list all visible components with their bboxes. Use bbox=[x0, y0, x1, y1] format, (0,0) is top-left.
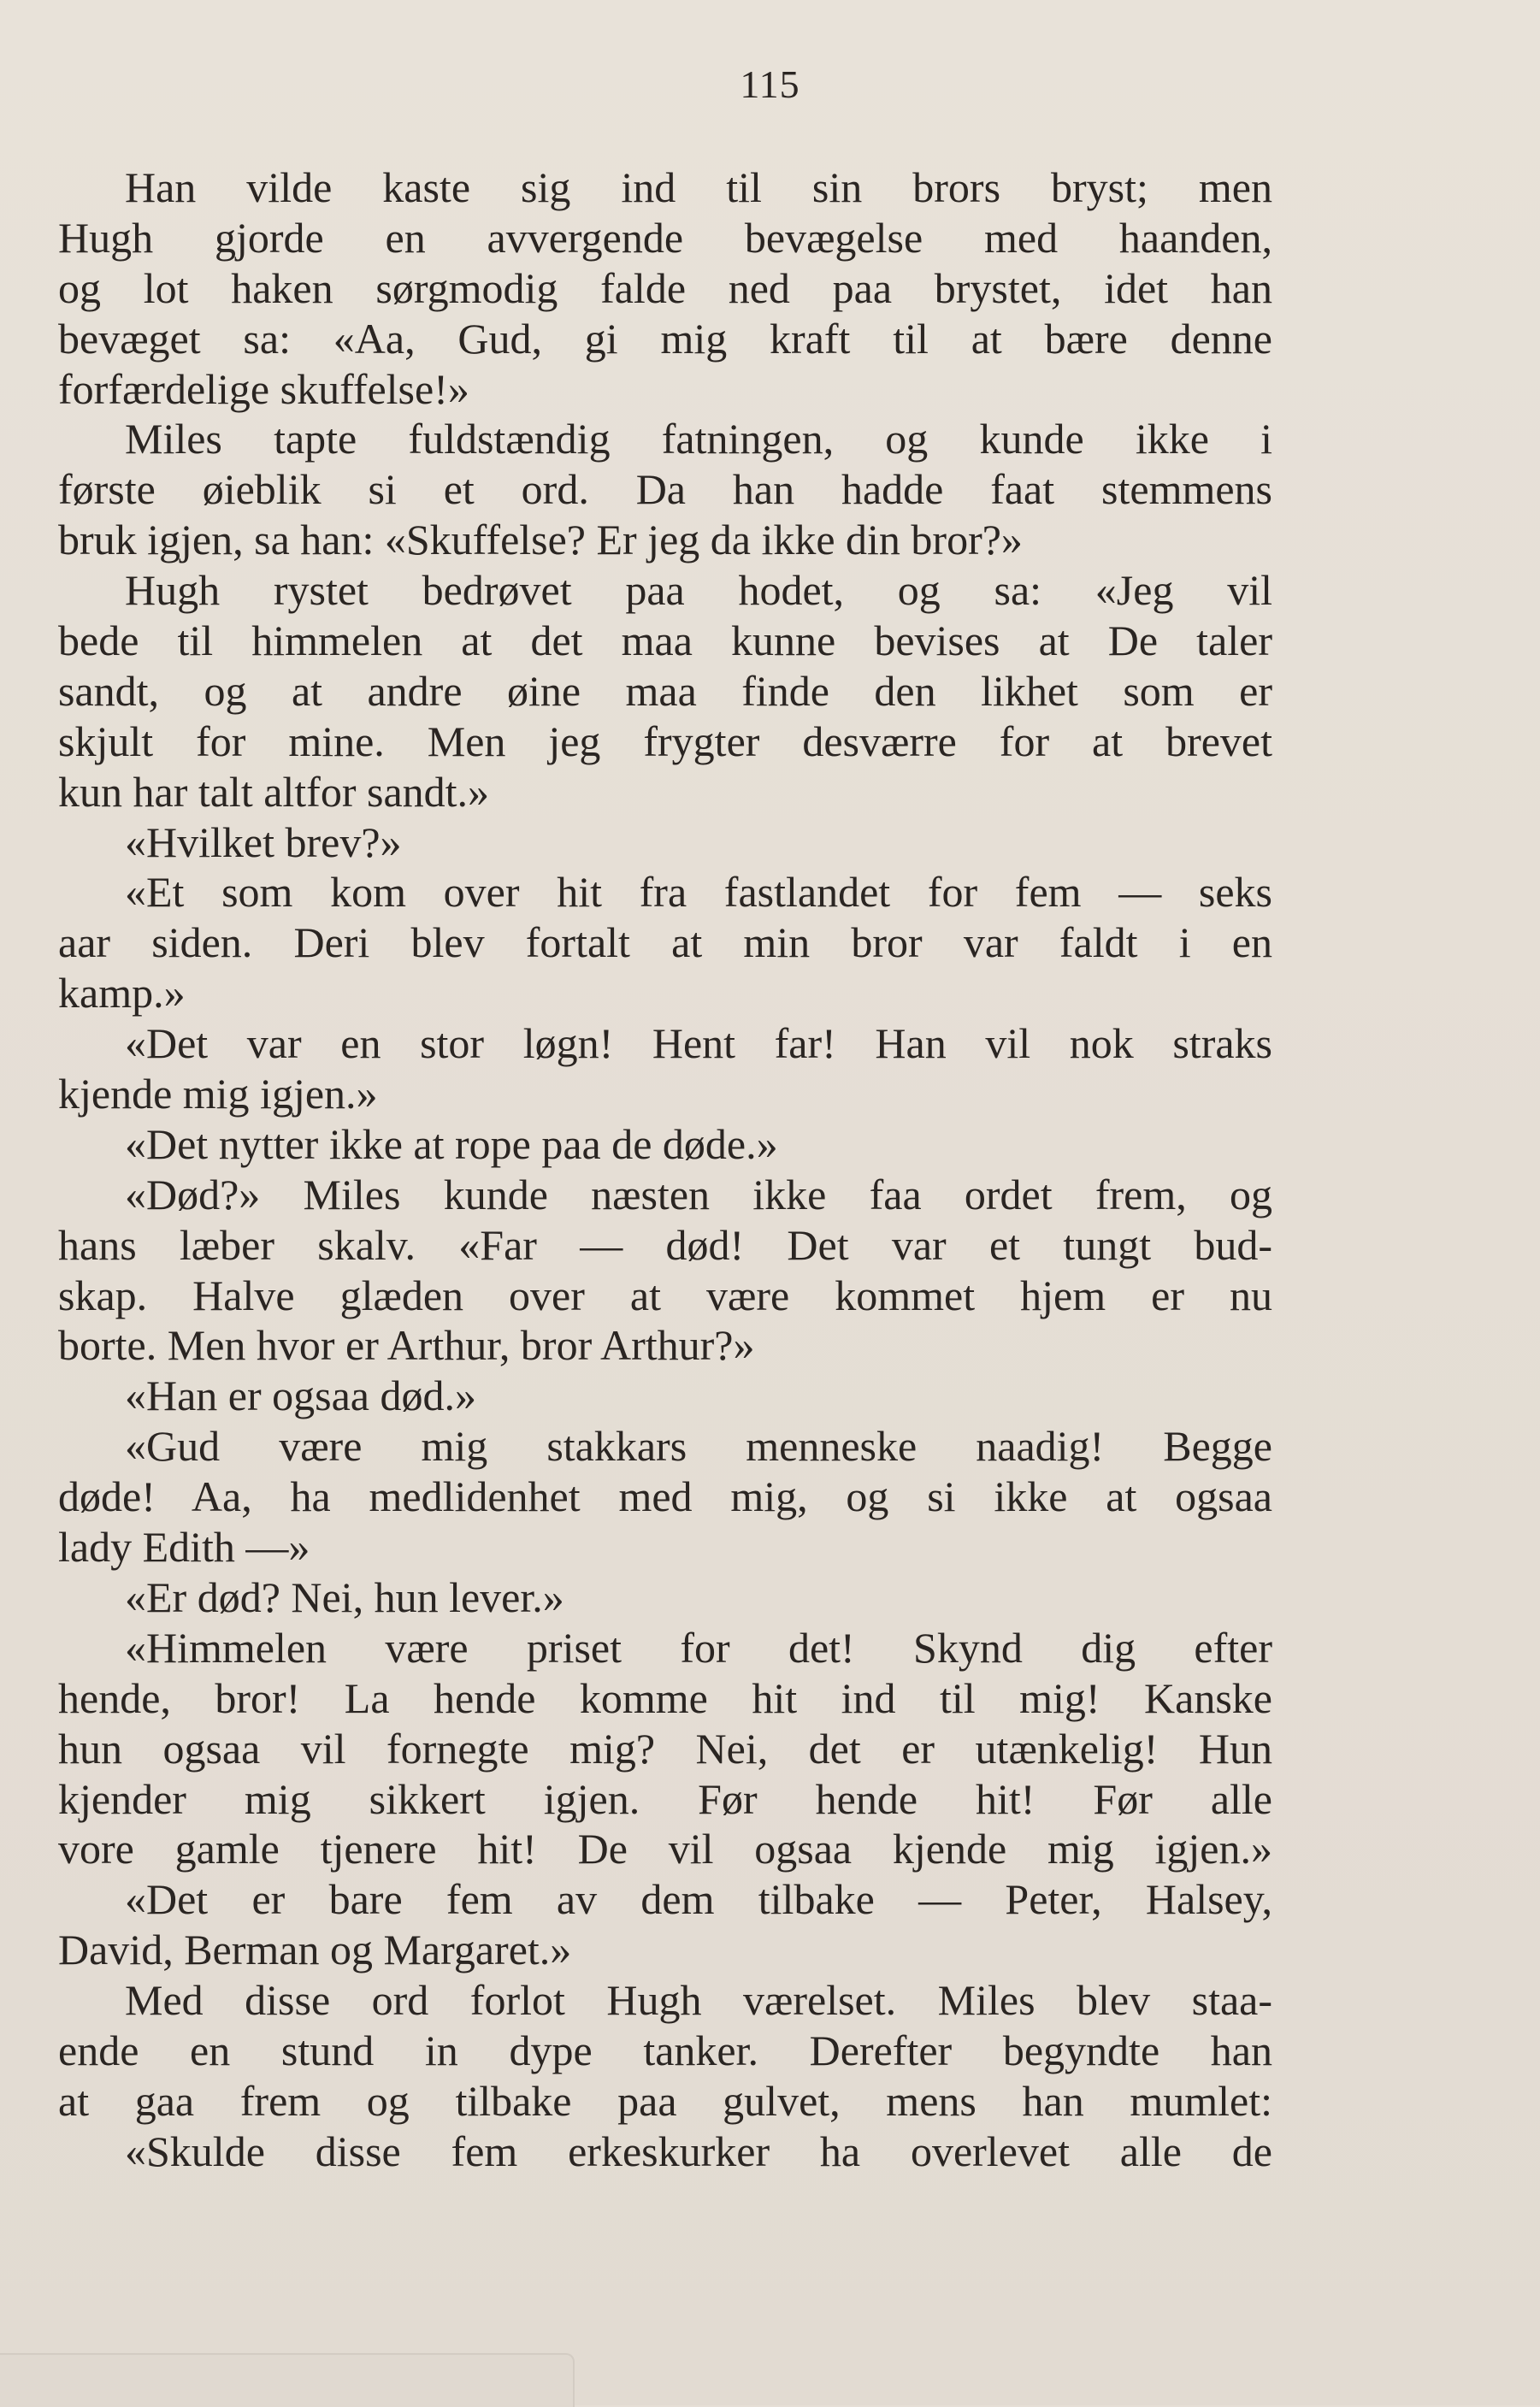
text-line: «Hvilket brev?» bbox=[125, 817, 402, 866]
text-line: Hugh gjorde en avvergende bevægelse med haanden, bbox=[58, 213, 1272, 262]
page-bottom-edge bbox=[0, 2353, 575, 2407]
text-line: vore gamle tjenere hit! De vil ogsaa kjende mig igjen.» bbox=[58, 1825, 1272, 1873]
text-line: hans læber skalv. «Far — død! Det var et tungt bud- bbox=[58, 1220, 1272, 1269]
text-line: «Gud være mig stakkars menneske naadig! Begge bbox=[125, 1422, 1272, 1471]
page-number: 115 bbox=[740, 62, 800, 106]
text-line: Han vilde kaste sig ind til sin brors bryst; men bbox=[125, 163, 1272, 211]
text-line: «Himmelen være priset for det! Skynd dig efter bbox=[125, 1623, 1272, 1672]
text-line: kamp.» bbox=[58, 969, 186, 1018]
text-line: «Død?» Miles kunde næsten ikke faa ordet frem, og bbox=[125, 1170, 1272, 1218]
text-line: David, Berman og Margaret.» bbox=[58, 1926, 572, 1974]
text-line: kun har talt altfor sandt.» bbox=[58, 767, 490, 816]
text-line: «Det nytter ikke at rope paa de døde.» bbox=[125, 1119, 778, 1168]
text-line: bevæget sa: «Aa, Gud, gi mig kraft til at bære denne bbox=[58, 314, 1272, 363]
text-line: hun ogsaa vil fornegte mig? Nei, det er utænkelig! Hun bbox=[58, 1724, 1272, 1773]
text-line: skjult for mine. Men jeg frygter desværre for at brevet bbox=[58, 717, 1272, 765]
text-line: døde! Aa, ha medlidenhet med mig, og si ikke at ogsaa bbox=[58, 1472, 1272, 1521]
text-line: «Det var en stor løgn! Hent far! Han vil nok straks bbox=[125, 1019, 1272, 1068]
text-line: «Skulde disse fem erkeskurker ha overlevet alle de bbox=[125, 2127, 1272, 2175]
text-line: skap. Halve glæden over at være kommet hjem er nu bbox=[58, 1271, 1272, 1319]
text-line: kjende mig igjen.» bbox=[58, 1070, 378, 1118]
text-line: aar siden. Deri blev fortalt at min bror var faldt i en bbox=[58, 918, 1272, 967]
text-line: bede til himmelen at det maa kunne bevises at De taler bbox=[58, 616, 1272, 665]
text-line: «Et som kom over hit fra fastlandet for fem — seks bbox=[125, 868, 1272, 917]
text-line: «Han er ogsaa død.» bbox=[125, 1372, 476, 1420]
text-line: kjender mig sikkert igjen. Før hende hit! Før alle bbox=[58, 1774, 1272, 1823]
text-line: borte. Men hvor er Arthur, bror Arthur?» bbox=[58, 1321, 755, 1370]
text-line: bruk igjen, sa han: «Skuffelse? Er jeg da ikke din bror?» bbox=[58, 516, 1023, 564]
body-text bbox=[58, 162, 1272, 2177]
text-line: Med disse ord forlot Hugh værelset. Miles blev staa- bbox=[125, 1976, 1272, 2025]
text-line: «Det er bare fem av dem tilbake — Peter, Halsey, bbox=[125, 1875, 1272, 1924]
text-line: første øieblik si et ord. Da han hadde faat stemmens bbox=[58, 465, 1272, 514]
text-line: at gaa frem og tilbake paa gulvet, mens han mumlet: bbox=[58, 2076, 1272, 2125]
text-line: ende en stund in dype tanker. Derefter begyndte han bbox=[58, 2026, 1272, 2074]
text-line: forfærdelige skuffelse!» bbox=[58, 364, 469, 413]
text-line: og lot haken sørgmodig falde ned paa brystet, idet han bbox=[58, 263, 1272, 312]
text-line: sandt, og at andre øine maa finde den likhet som er bbox=[58, 666, 1272, 715]
text-line: Hugh rystet bedrøvet paa hodet, og sa: «Jeg vil bbox=[125, 566, 1272, 615]
text-line: hende, bror! La hende komme hit ind til mig! Kanske bbox=[58, 1673, 1272, 1722]
text-line: Miles tapte fuldstændig fatningen, og kunde ikke i bbox=[125, 415, 1272, 463]
text-line: lady Edith —» bbox=[58, 1523, 310, 1572]
text-line: «Er død? Nei, hun lever.» bbox=[125, 1572, 564, 1621]
